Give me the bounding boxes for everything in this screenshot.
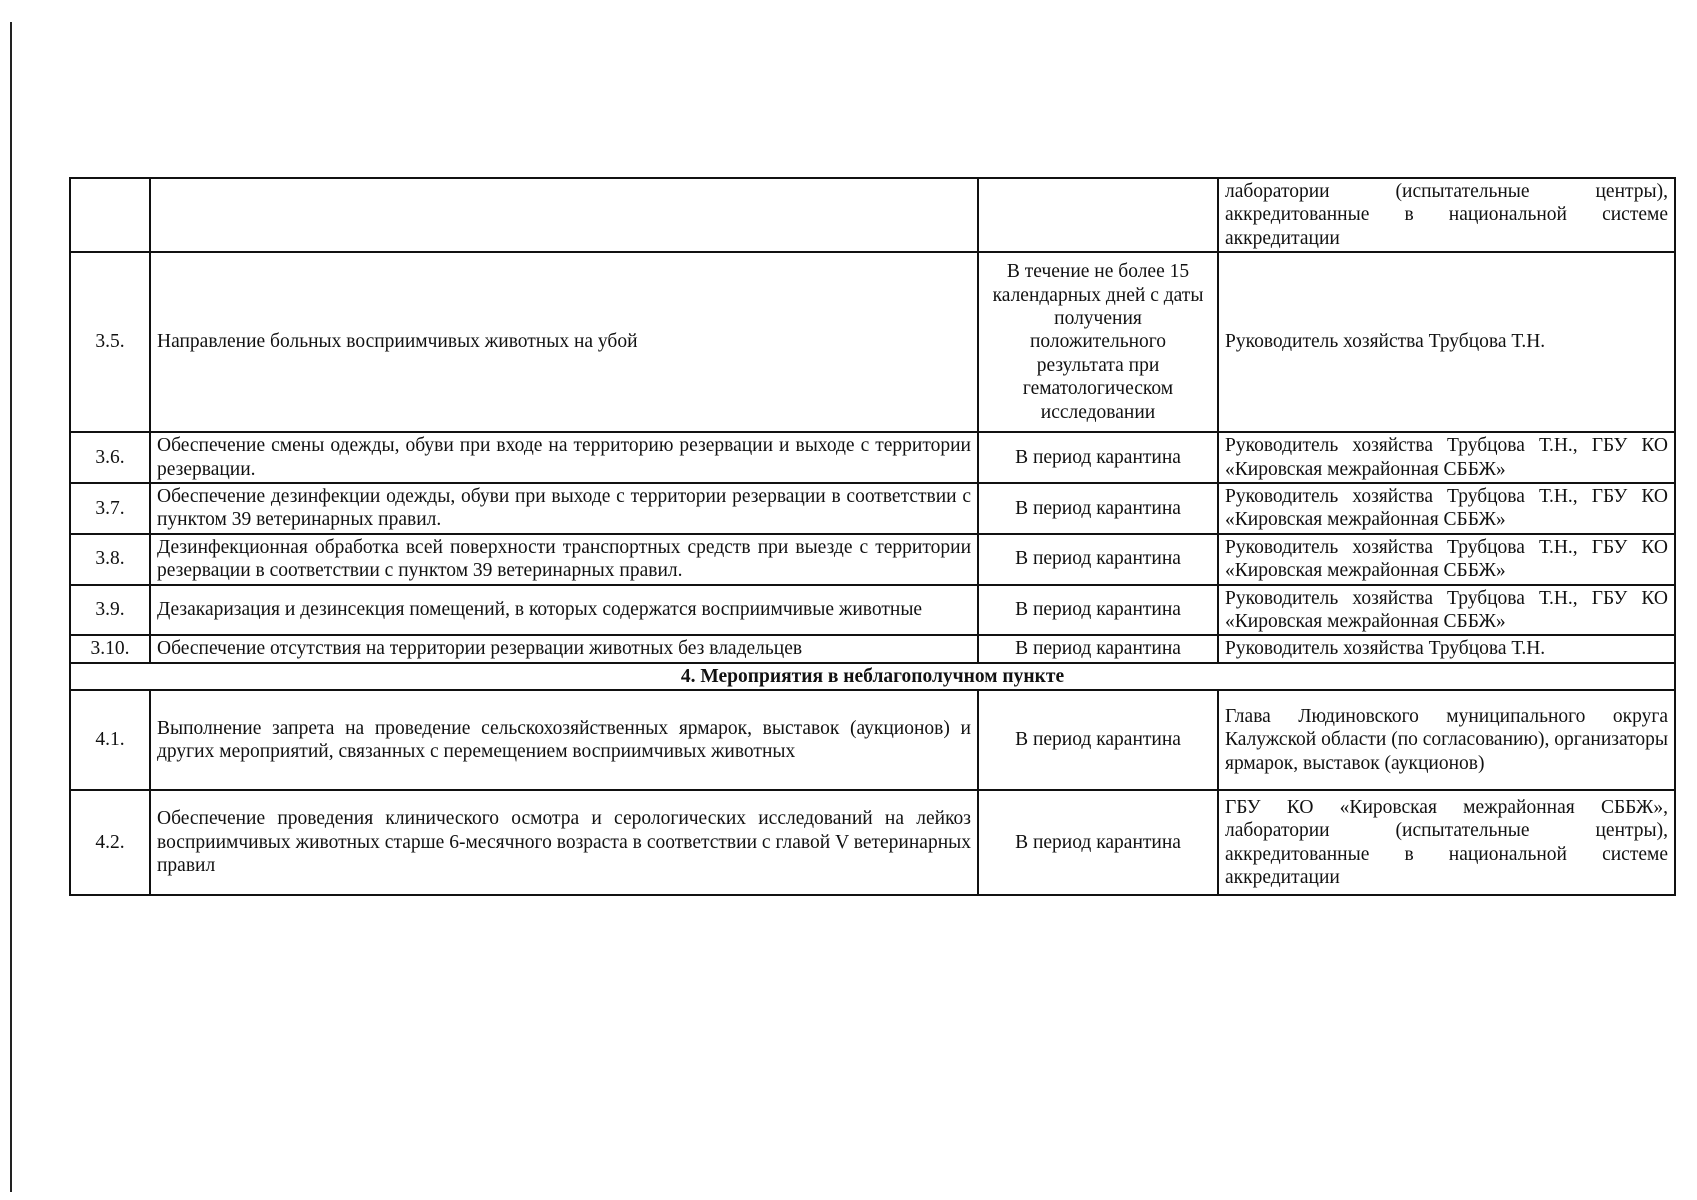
item-action: Обеспечение смены одежды, обуви при входе на территорию резервации и выходе с территории резервации.	[150, 432, 978, 483]
item-action: Направление больных восприимчивых животных на убой	[150, 252, 978, 432]
table-row-3-8	[70, 534, 1675, 585]
item-action: Выполнение запрета на проведение сельскохозяйственных ярмарок, выставок (аукционов) и других мероприятий, связанных с перемещением восприимчивых животных	[150, 690, 978, 790]
item-number: 3.8.	[70, 534, 150, 585]
item-responsible: лаборатории (испытательные центры), аккредитованные в национальной системе аккредитации	[1218, 178, 1675, 252]
table-row-3-9	[70, 585, 1675, 636]
item-number: 3.5.	[70, 252, 150, 432]
item-term: В период карантина	[978, 585, 1218, 636]
table-row-4-2	[70, 790, 1675, 895]
item-responsible: Руководитель хозяйства Трубцова Т.Н., ГБУ КО «Кировская межрайонная СББЖ»	[1218, 585, 1675, 636]
item-action: Дезакаризация и дезинсекция помещений, в которых содержатся восприимчивые животные	[150, 585, 978, 636]
item-term: В период карантина	[978, 635, 1218, 662]
item-number: 4.1.	[70, 690, 150, 790]
item-responsible: Глава Людиновского муниципального округа Калужской области (по согласованию), организаторы ярмарок, выставок (аукционов)	[1218, 690, 1675, 790]
item-responsible: Руководитель хозяйства Трубцова Т.Н.	[1218, 252, 1675, 432]
item-action: Обеспечение проведения клинического осмотра и серологических исследований на лейкоз восприимчивых животных старше 6-месячного возраста в соответствии с главой V ветеринарных правил	[150, 790, 978, 895]
item-number: 3.6.	[70, 432, 150, 483]
table-row-4-1	[70, 690, 1675, 790]
item-term: В период карантина	[978, 690, 1218, 790]
table-row-3-5	[70, 252, 1675, 432]
item-number: 3.9.	[70, 585, 150, 636]
item-responsible: Руководитель хозяйства Трубцова Т.Н., ГБУ КО «Кировская межрайонная СББЖ»	[1218, 483, 1675, 534]
item-responsible: Руководитель хозяйства Трубцова Т.Н., ГБУ КО «Кировская межрайонная СББЖ»	[1218, 432, 1675, 483]
table-row-3-10	[70, 635, 1675, 662]
item-number: 3.10.	[70, 635, 150, 662]
measures-table	[69, 177, 1676, 896]
item-action: Обеспечение дезинфекции одежды, обуви при выходе с территории резервации в соответствии с пунктом 39 ветеринарных правил.	[150, 483, 978, 534]
table-row-continuation	[70, 178, 1675, 252]
item-action	[150, 178, 978, 252]
section-row	[70, 663, 1675, 690]
item-action: Дезинфекционная обработка всей поверхности транспортных средств при выезде с территории резервации в соответствии с пунктом 39 ветеринарных правил.	[150, 534, 978, 585]
item-term: В период карантина	[978, 432, 1218, 483]
item-term: В период карантина	[978, 483, 1218, 534]
item-number: 3.7.	[70, 483, 150, 534]
section-title: 4. Мероприятия в неблагополучном пункте	[70, 663, 1675, 690]
table-row-3-7	[70, 483, 1675, 534]
item-responsible: ГБУ КО «Кировская межрайонная СББЖ», лаборатории (испытательные центры), аккредитованные в национальной системе аккредитации	[1218, 790, 1675, 895]
item-term: В течение не более 15 календарных дней с даты получения положительного результата при гематологическом исследовании	[978, 252, 1218, 432]
item-number	[70, 178, 150, 252]
item-responsible: Руководитель хозяйства Трубцова Т.Н., ГБУ КО «Кировская межрайонная СББЖ»	[1218, 534, 1675, 585]
item-action: Обеспечение отсутствия на территории резервации животных без владельцев	[150, 635, 978, 662]
item-term: В период карантина	[978, 790, 1218, 895]
item-number: 4.2.	[70, 790, 150, 895]
table-row-3-6	[70, 432, 1675, 483]
scan-margin-line	[10, 22, 12, 1192]
item-responsible: Руководитель хозяйства Трубцова Т.Н.	[1218, 635, 1675, 662]
item-term: В период карантина	[978, 534, 1218, 585]
item-term	[978, 178, 1218, 252]
